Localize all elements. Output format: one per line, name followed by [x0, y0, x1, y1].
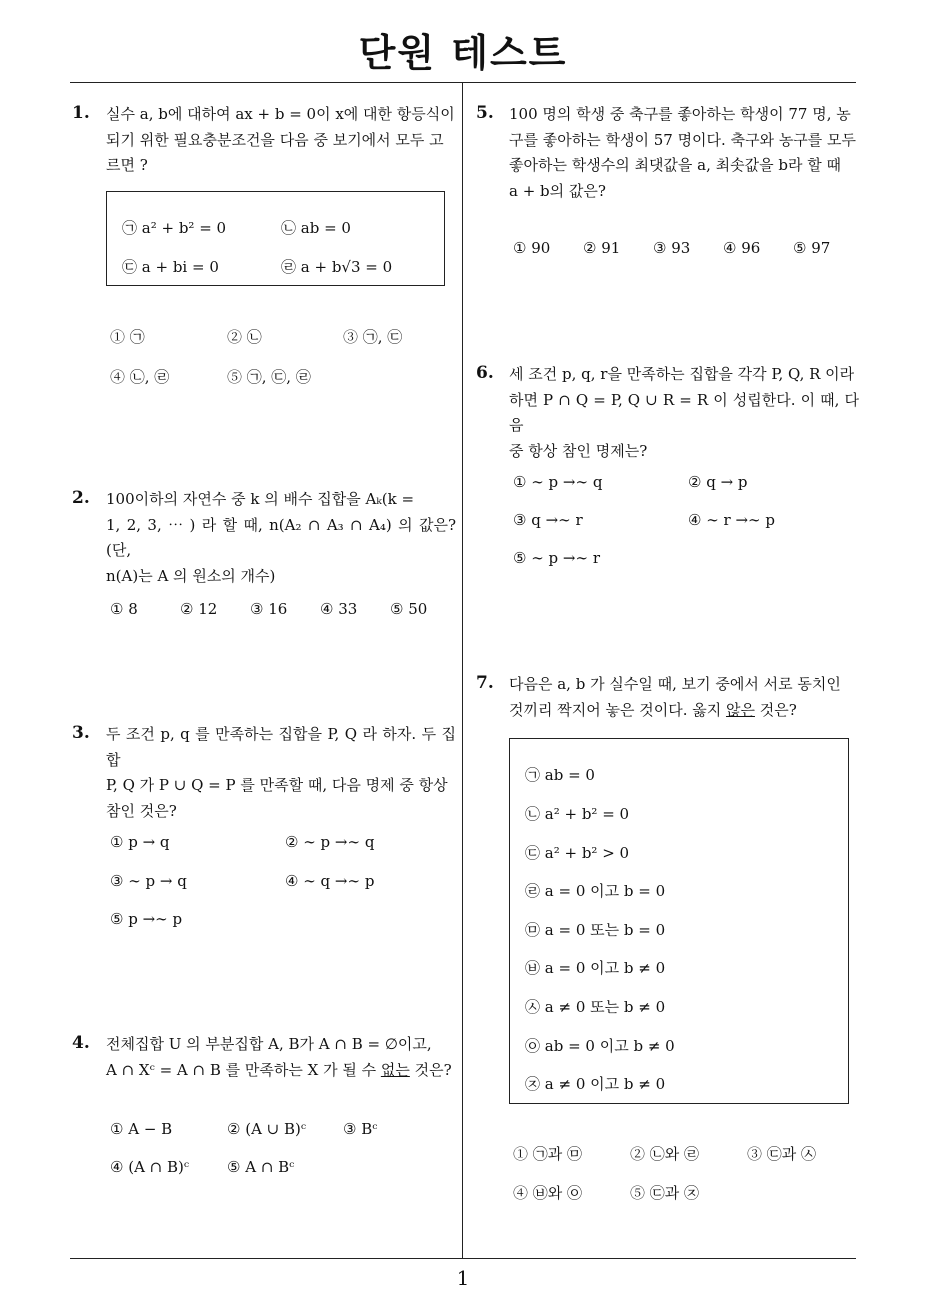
question-number: 7.	[476, 673, 494, 693]
condition-item: ㉠ a² + b² = 0	[122, 219, 227, 237]
answer-choice[interactable]: ⑤ A ∩ Bᶜ	[227, 1158, 295, 1176]
answer-choice[interactable]: ① ∼ p →∼ q	[513, 473, 603, 491]
page-number: 1	[456, 1266, 470, 1290]
condition-item: ㉢ a² + b² > 0	[525, 844, 630, 862]
question-number: 3.	[72, 723, 90, 743]
answer-choice[interactable]: ① 8	[110, 600, 138, 618]
condition-item: ㉢ a + bi = 0	[122, 258, 219, 276]
question-text-line: A ∩ Xᶜ = A ∩ B 를 만족하는 X 가 될 수 없는 것은?	[106, 1060, 452, 1079]
question-text-line: 100 명의 학생 중 축구를 좋아하는 학생이 77 명, 농	[509, 105, 851, 123]
question-number: 4.	[72, 1033, 90, 1053]
answer-choice[interactable]: ④ 96	[723, 239, 761, 257]
answer-choice[interactable]: ④ ㉡, ㉣	[110, 368, 170, 386]
question-text-line: 하면 P ∩ Q = P, Q ∪ R = R 이 성립한다. 이 때, 다음	[509, 390, 859, 434]
question-text-line: 1, 2, 3, ⋯ ) 라 할 때, n(A₂ ∩ A₃ ∩ A₄) 의 값은? (단,	[106, 515, 456, 559]
question-text-line: 참인 것은?	[106, 801, 177, 820]
answer-choice[interactable]: ⑤ ∼ p →∼ r	[513, 549, 600, 567]
column-divider	[462, 83, 463, 1259]
question-text-line: 중 항상 참인 명제는?	[509, 441, 648, 460]
answer-choice[interactable]: ⑤ 50	[390, 600, 428, 618]
condition-item: ㉥ a = 0 이고 b ≠ 0	[525, 959, 666, 977]
answer-choice[interactable]: ② 91	[583, 239, 621, 257]
question-text-line: a + b의 값은?	[509, 181, 606, 200]
condition-item: ㉨ a ≠ 0 이고 b ≠ 0	[525, 1075, 666, 1093]
question-text-line: 르면 ?	[106, 156, 148, 174]
question-text-line: 것끼리 짝지어 놓은 것이다. 옳지 않은 것은?	[509, 700, 797, 719]
answer-choice[interactable]: ② q → p	[688, 473, 748, 491]
answer-choice[interactable]: ⑤ p →∼ p	[110, 910, 183, 928]
condition-item: ㉡ a² + b² = 0	[525, 805, 630, 823]
answer-choice[interactable]: ② ㉡	[227, 328, 262, 346]
answer-choice[interactable]: ③ ㉢과 ㉦	[747, 1145, 817, 1163]
underlined-word: 않은	[725, 700, 755, 719]
question-text-line: 다음은 a, b 가 실수일 때, 보기 중에서 서로 동치인	[509, 675, 841, 693]
answer-choice[interactable]: ① ㉠과 ㉤	[513, 1145, 583, 1163]
question-text-line: 100이하의 자연수 중 k 의 배수 집합을 Aₖ(k =	[106, 490, 415, 508]
answer-choice[interactable]: ③ q →∼ r	[513, 511, 583, 529]
question-text-line: 실수 a, b에 대하여 ax + b = 0이 x에 대한 항등식이	[106, 105, 455, 123]
answer-choice[interactable]: ③ 93	[653, 239, 691, 257]
answer-choice[interactable]: ③ Bᶜ	[343, 1120, 378, 1138]
page-title: 단원 테스트	[358, 31, 568, 75]
answer-choice[interactable]: ④ ∼ r →∼ p	[688, 511, 775, 529]
answer-choice[interactable]: ⑤ 97	[793, 239, 831, 257]
answer-choice[interactable]: ④ ∼ q →∼ p	[285, 872, 375, 890]
question-number: 2.	[72, 488, 90, 508]
condition-item: ㉧ ab = 0 이고 b ≠ 0	[525, 1037, 675, 1055]
question-text-line: 두 조건 p, q 를 만족하는 집합을 P, Q 라 하자. 두 집합	[106, 725, 456, 769]
question-text-line: 구를 좋아하는 학생이 57 명이다. 축구와 농구를 모두	[509, 130, 857, 149]
answer-choice[interactable]: ⑤ ㉠, ㉢, ㉣	[227, 368, 311, 386]
answer-choice[interactable]: ② 12	[180, 600, 218, 618]
answer-choice[interactable]: ③ 16	[250, 600, 288, 618]
condition-item: ㉠ ab = 0	[525, 766, 595, 784]
condition-item: ㉦ a ≠ 0 또는 b ≠ 0	[525, 998, 666, 1016]
condition-item: ㉣ a + b√3 = 0	[281, 258, 393, 276]
answer-choice[interactable]: ① A − B	[110, 1120, 173, 1138]
answer-choice[interactable]: ② (A ∪ B)ᶜ	[227, 1120, 307, 1138]
question-text-line: 되기 위한 필요충분조건을 다음 중 보기에서 모두 고	[106, 130, 444, 149]
question-text-line: 전체집합 U 의 부분집합 A, B가 A ∩ B = ∅이고,	[106, 1035, 432, 1053]
answer-choice[interactable]: ① 90	[513, 239, 551, 257]
top-rule	[70, 82, 856, 83]
condition-item: ㉤ a = 0 또는 b = 0	[525, 921, 666, 939]
condition-item: ㉡ ab = 0	[281, 219, 351, 237]
question-text-line: 세 조건 p, q, r을 만족하는 집합을 각각 P, Q, R 이라	[509, 365, 855, 383]
answer-choice[interactable]: ② ∼ p →∼ q	[285, 833, 375, 851]
answer-choice[interactable]: ④ ㉥와 ㉧	[513, 1184, 583, 1202]
question-text-line: 좋아하는 학생수의 최댓값을 a, 최솟값을 b라 할 때	[509, 156, 842, 174]
condition-item: ㉣ a = 0 이고 b = 0	[525, 882, 666, 900]
answer-choice[interactable]: ③ ∼ p → q	[110, 872, 187, 890]
answer-choice[interactable]: ② ㉡와 ㉣	[630, 1145, 700, 1163]
question-number: 1.	[72, 103, 90, 123]
question-text-line: P, Q 가 P ∪ Q = P 를 만족할 때, 다음 명제 중 항상	[106, 776, 448, 794]
question-text-line: n(A)는 A 의 원소의 개수)	[106, 566, 276, 585]
answer-choice[interactable]: ④ (A ∩ B)ᶜ	[110, 1158, 190, 1176]
question-number: 5.	[476, 103, 494, 123]
answer-choice[interactable]: ④ 33	[320, 600, 358, 618]
answer-choice[interactable]: ① ㉠	[110, 328, 145, 346]
bottom-rule	[70, 1258, 856, 1259]
question-number: 6.	[476, 363, 494, 383]
underlined-word: 없는	[380, 1060, 410, 1079]
answer-choice[interactable]: ③ ㉠, ㉢	[343, 328, 403, 346]
answer-choice[interactable]: ① p → q	[110, 833, 170, 851]
answer-choice[interactable]: ⑤ ㉢과 ㉨	[630, 1184, 700, 1202]
